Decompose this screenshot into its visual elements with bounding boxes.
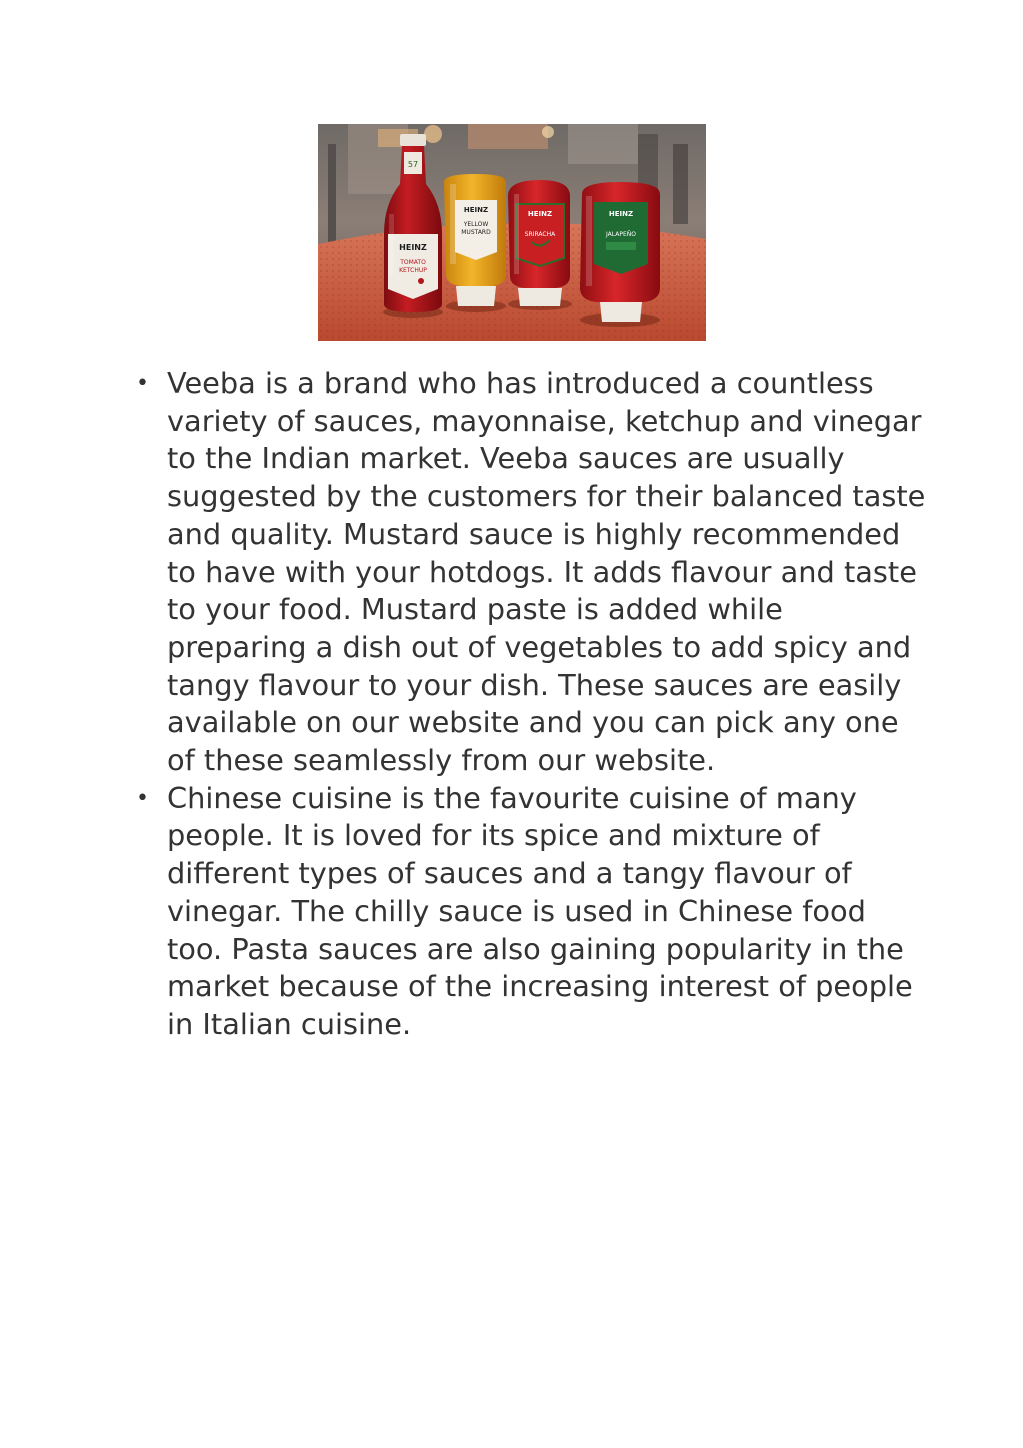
svg-text:HEINZ: HEINZ <box>463 206 489 214</box>
sauce-bottles-photo <box>318 124 706 341</box>
svg-text:YELLOW: YELLOW <box>463 221 489 228</box>
bullet-icon: • <box>136 371 149 396</box>
svg-text:JALAPEÑO: JALAPEÑO <box>606 231 636 238</box>
svg-text:MUSTARD: MUSTARD <box>461 229 491 236</box>
svg-text:HEINZ: HEINZ <box>608 210 634 218</box>
svg-text:HEINZ: HEINZ <box>527 210 553 218</box>
svg-text:SRIRACHA: SRIRACHA <box>524 231 556 238</box>
svg-text:TOMATO: TOMATO <box>400 259 426 266</box>
content-bullet-list <box>136 365 927 1044</box>
svg-text:KETCHUP: KETCHUP <box>399 267 427 274</box>
list-item <box>136 780 927 1044</box>
list-item <box>136 365 927 780</box>
svg-text:57: 57 <box>407 160 419 169</box>
paragraph-chinese-cuisine: Chinese cuisine is the favourite cuisine of many people. It is loved for its spice and mixture of different types of sauces and a tangy flavour of vinegar. The chilly sauce is used in Chinese food too. Pasta sauces are also gaining popularity in the market because of the increasing interest of people in Italian cuisine. <box>167 780 913 1041</box>
svg-text:HEINZ: HEINZ <box>399 243 427 252</box>
paragraph-veeba-sauces: Veeba is a brand who has introduced a countless variety of sauces, mayonnaise, ketchup and vinegar to the Indian market. Veeba sauces are usually suggested by the customers for their balanced taste and quality. Mustard sauce is highly recommended to have with your hotdogs. It adds flavour and taste to your food. Mustard paste is added while preparing a dish out of vegetables to add spicy and tangy flavour to your dish. These sauces are easily available on our website and you can pick any one of these seamlessly from our website. <box>167 366 926 778</box>
jalapeno-bottle <box>580 182 660 322</box>
bullet-icon: • <box>136 785 149 811</box>
